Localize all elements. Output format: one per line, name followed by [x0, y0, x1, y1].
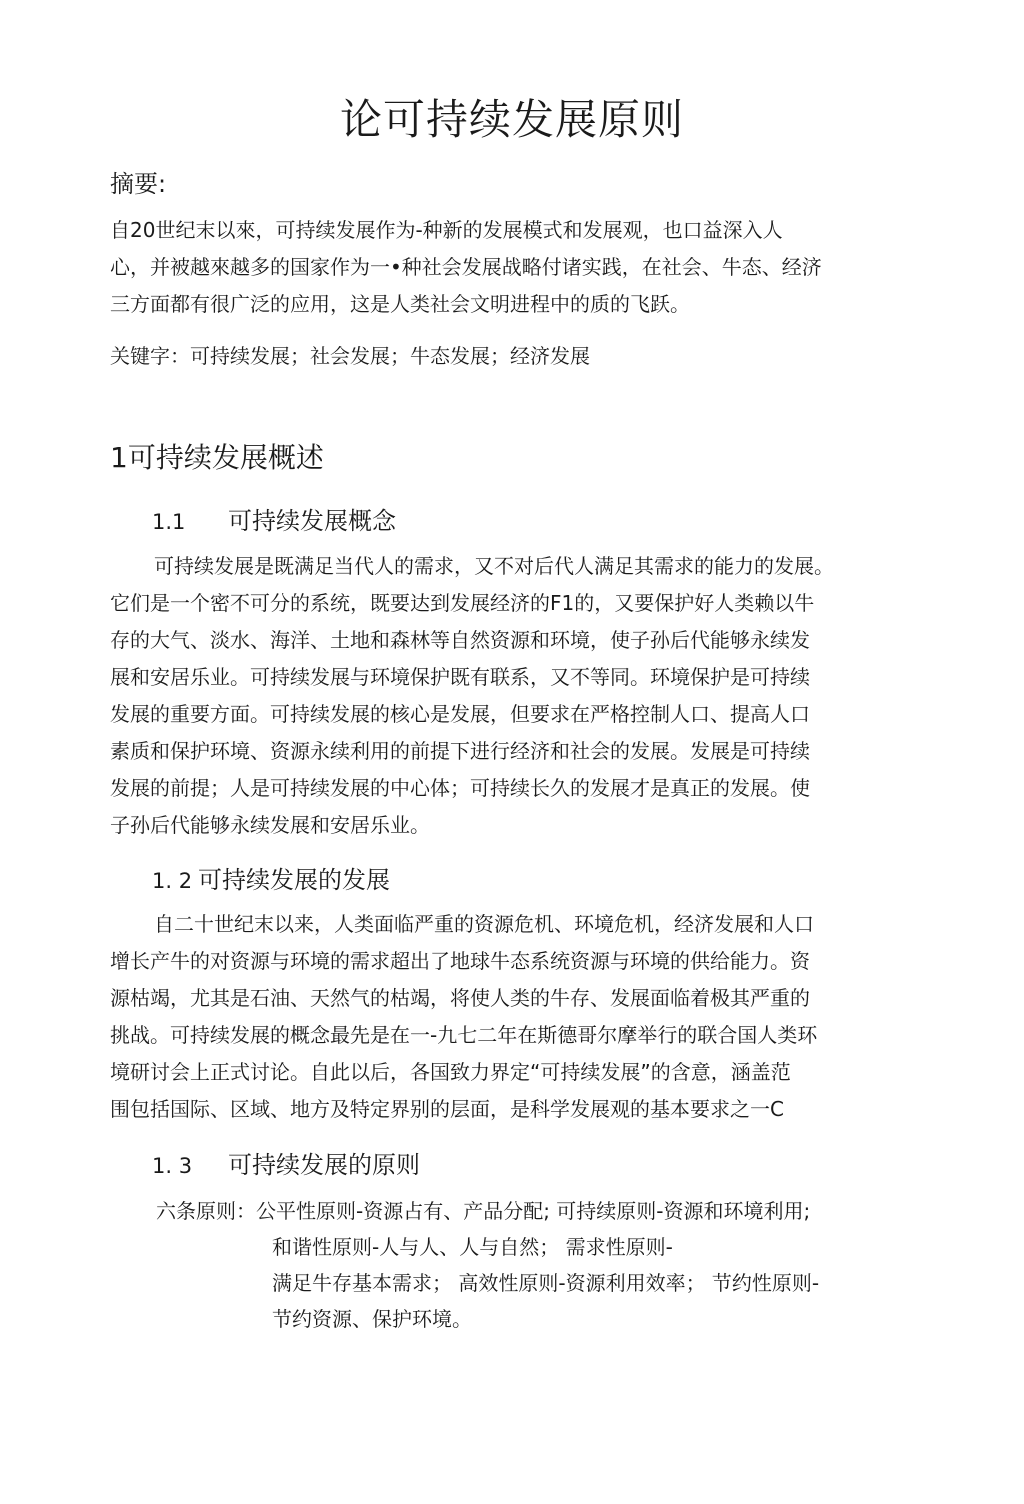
paragraph-line: 展和安居乐业。可持续发展与环境保护既有联系，又不等同。环境保护是可持续 — [110, 665, 810, 689]
abstract-paragraph — [110, 212, 822, 323]
section-number: 1. 3 — [152, 1154, 193, 1178]
section-number: 1. 2 — [152, 869, 193, 893]
section-1-2-paragraph — [110, 906, 817, 1128]
paragraph-line: 发展的前提；人是可持续发展的中心体；可持续长久的发展才是真正的发展。使 — [110, 776, 810, 800]
paragraph-line: 围包括国际、区域、地方及特定界别的层面，是科学发展观的基本要求之一C — [110, 1097, 784, 1121]
principles-line: 满足牛存基本需求； 高效性原则-资源利用效率； 节约性原则- — [272, 1271, 820, 1295]
section-title: 可持续发展的发展 — [198, 866, 390, 894]
keywords-line: 关键字：可持续发展；社会发展；牛态发展；经济发展 — [110, 344, 590, 368]
paragraph-line: 源枯竭，尤其是石油、天然气的枯竭，将使人类的牛存、发展面临着极其严重的 — [110, 986, 810, 1010]
principles-line: 六条原则：公平性原则-资源占有、产品分配; 可持续原则-资源和环境利用; — [156, 1199, 811, 1223]
paragraph-line: 境研讨会上正式讨论。自此以后，各国致力界定“可持续发展”的含意，涵盖范 — [110, 1060, 791, 1084]
paragraph-line: 挑战。可持续发展的概念最先是在一-九七二年在斯德哥尔摩举行的联合国人类环 — [110, 1023, 818, 1047]
section-number: 1.1 — [152, 510, 186, 534]
paragraph-line: 自二十世纪末以来，人类面临严重的资源危机、环境危机，经济发展和人口 — [154, 912, 814, 936]
section-1-2-heading — [152, 862, 390, 899]
section-1-heading: 1可持续发展概述 — [110, 441, 324, 474]
section-1-1-heading — [152, 503, 396, 540]
paragraph-line: 素质和保护环境、资源永续利用的前提下进行经济和社会的发展。发展是可持续 — [110, 739, 810, 763]
section-1-3-heading — [152, 1147, 420, 1184]
principles-list — [156, 1193, 819, 1337]
paragraph-line: 它们是一个密不可分的系统，既要达到发展经济的F1的，又要保护好人类赖以牛 — [110, 591, 815, 615]
paragraph-line: 可持续发展是既满足当代人的需求，又不对后代人满足其需求的能力的发展。 — [154, 554, 834, 578]
abstract-label: 摘要: — [110, 170, 167, 198]
principles-line: 节约资源、保护环境。 — [272, 1307, 472, 1331]
paragraph-line: 发展的重要方面。可持续发展的核心是发展，但要求在严格控制人口、提高人口 — [110, 702, 810, 726]
abstract-line: 心，并被越來越多的国家作为一•种社会发展战略付诸实践，在社会、牛态、经济 — [110, 255, 822, 279]
abstract-line: 自20世纪末以來，可持续发展作为-种新的发展模式和发展观，也口益深入人 — [110, 218, 783, 242]
paragraph-line: 存的大气、淡水、海洋、土地和森林等自然资源和环境，使子孙后代能够永续发 — [110, 628, 810, 652]
principles-line: 和谐性原则-人与人、人与自然； 需求性原则- — [272, 1235, 673, 1259]
section-title: 可持续发展概念 — [228, 507, 396, 535]
paragraph-line: 增长产牛的对资源与环境的需求超出了地球牛态系统资源与环境的供给能力。资 — [110, 949, 810, 973]
paragraph-line: 子孙后代能够永续发展和安居乐业。 — [110, 813, 430, 837]
document-title: 论可持续发展原则 — [339, 95, 684, 144]
section-1-1-paragraph — [110, 548, 834, 844]
section-title: 可持续发展的原则 — [228, 1151, 420, 1179]
abstract-line: 三方面都有很广泛的应用，这是人类社会文明进程中的质的飞跃。 — [110, 292, 690, 316]
